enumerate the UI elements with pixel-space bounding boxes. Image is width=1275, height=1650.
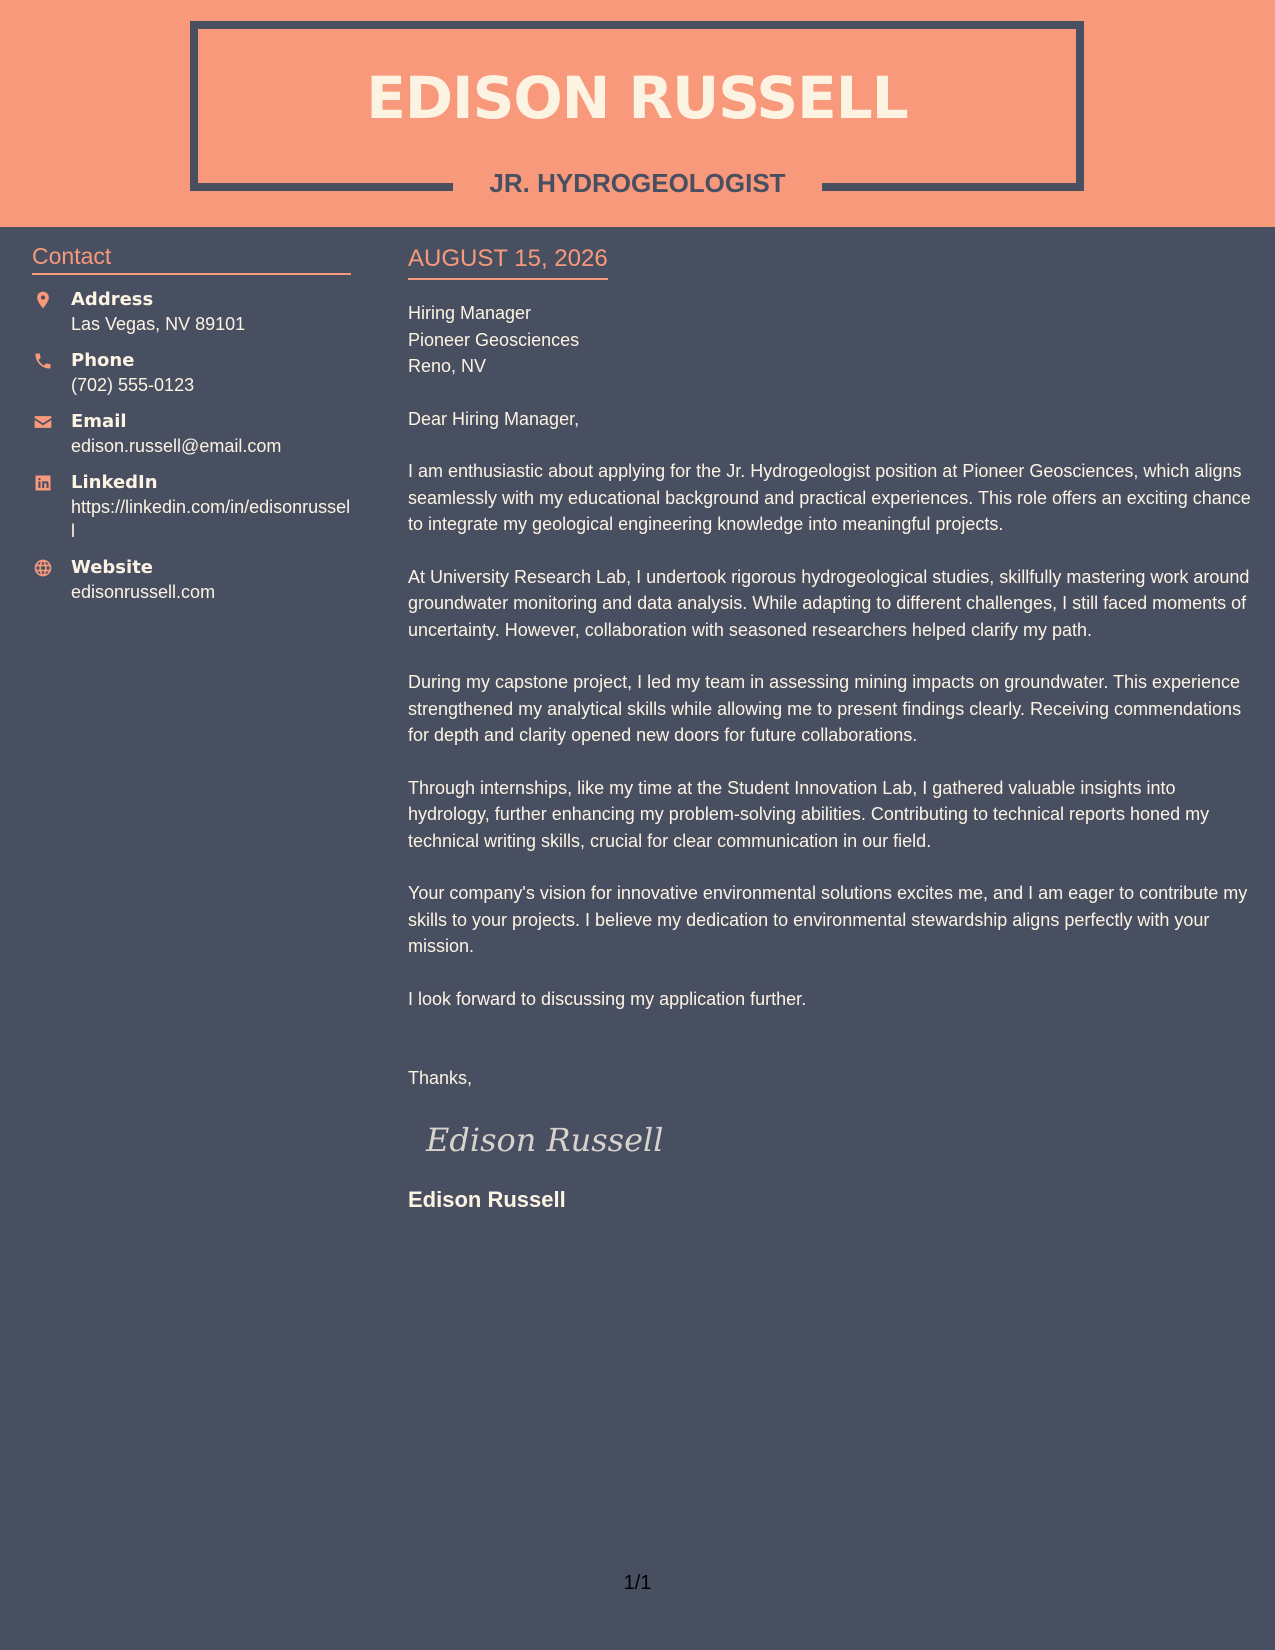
contact-item-email [32,409,351,458]
letter-paragraph: Through internships, like my time at the Student Innovation Lab, I gathered valuable insights into hydrology, further enhancing my problem-solving abilities. Contributing to technical reports honed my technical writing skills, crucial for clear communication in our field. [408,777,1210,851]
contact-label: LinkedIn [71,472,158,493]
map-pin-icon [32,289,54,311]
recipient-company: Pioneer Geosciences [408,329,580,350]
contact-sidebar [32,241,351,616]
contact-item-website [32,555,351,604]
salutation: Dear Hiring Manager, [408,408,580,429]
contact-list [32,287,351,604]
letter-paragraph: I am enthusiastic about applying for the Jr. Hydrogeologist position at Pioneer Geosciences, which aligns seamlessly with my educational background and practical experiences. This role offers an exciting chance to integrate my geological engineering knowledge into meaningful projects. [408,461,1251,534]
recipient-location: Reno, NV [408,356,487,376]
contact-value: edisonrussell.com [71,582,216,602]
letter-paragraph: During my capstone project, I led my team in assessing mining impacts on groundwater. This experience strengthened my analytical skills while allowing me to present findings clearly. Receiving commendations for depth and clarity opened new doors for future collaborations. [408,672,1242,745]
linkedin-icon [32,472,54,494]
contact-item-linkedin [32,470,351,543]
contact-heading: Contact [32,241,351,275]
job-title: JR. HYDROGEOLOGIST [489,168,786,198]
globe-icon [32,557,54,579]
letter-paragraph: At University Research Lab, I undertook rigorous hydrogeological studies, skillfully mastering work around groundwater monitoring and data analysis. While adapting to different challenges, I still faced moments of uncertainty. However, collaboration with seasoned researchers helped clarify my path. [408,566,1250,640]
letter-paragraph: I look forward to discussing my application further. [408,988,807,1009]
phone-icon [32,350,54,372]
signer-name: Edison Russell [408,1186,566,1212]
contact-value: Las Vegas, NV 89101 [71,314,246,334]
contact-label: Email [71,411,127,432]
recipient-block [408,300,1253,380]
contact-item-address [32,287,351,336]
header-banner [0,0,1275,227]
letter-date: AUGUST 15, 2026 [408,244,608,280]
contact-value: edison.russell@email.com [71,436,282,456]
envelope-icon [32,411,54,433]
applicant-name: EDISON RUSSELL [366,64,908,132]
recipient-title: Hiring Manager [408,303,532,323]
contact-label: Website [71,557,154,578]
handwritten-signature: Edison Russell [426,1120,664,1159]
letter-body [408,244,1253,1214]
contact-value: (702) 555-0123 [71,375,195,395]
contact-label: Phone [71,350,135,371]
page-number: 1/1 [623,1572,652,1594]
closing: Thanks, [408,1068,473,1088]
letter-paragraph: Your company's vision for innovative environmental solutions excites me, and I am eager to contribute my skills to your projects. I believe my dedication to environmental stewardship aligns perfectly with your mission. [408,883,1248,956]
contact-item-phone [32,348,351,397]
contact-label: Address [71,289,154,310]
contact-value: https://linkedin.com/in/edisonrussell [71,497,351,541]
